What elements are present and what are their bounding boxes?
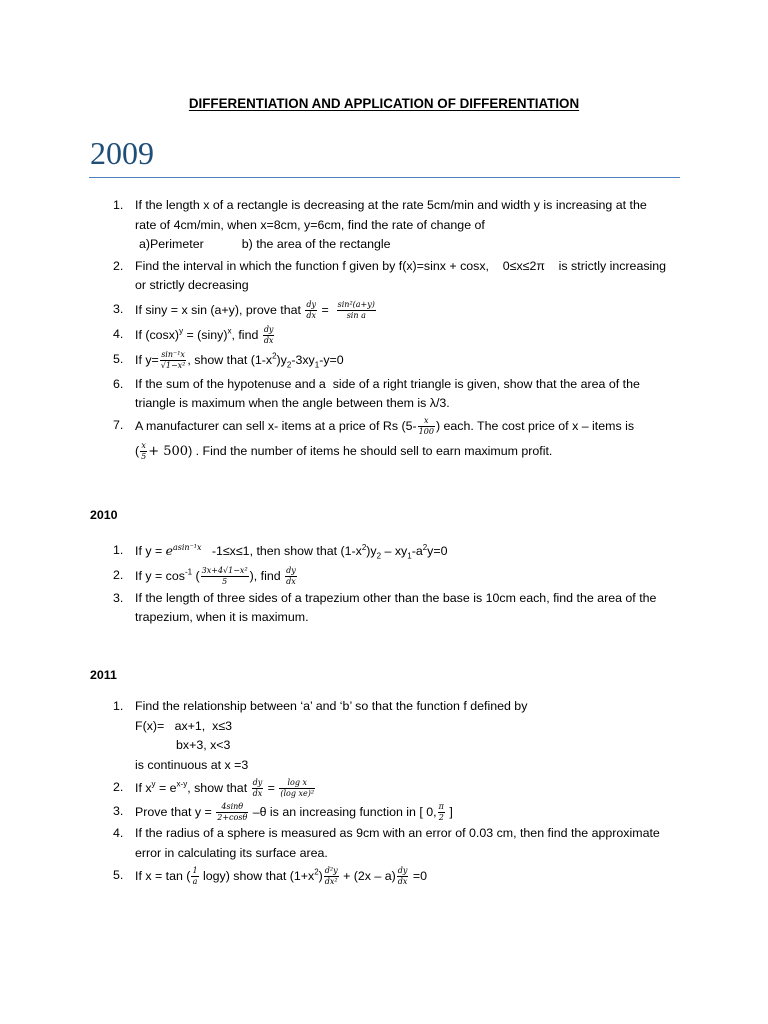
question: 5. If y= $\frac{\text{sin⁻¹x}}{\text{√1−x²}}$ , show that $(1-x^2)y_2-3xy_1-y=0$ <box>113 349 344 370</box>
question: 3. If siny = x sin (a+y), prove that $\frac{dy}{dx}$ = $\frac{\text{sin²(a+y)}}{\text{sin a}}$ <box>113 299 375 320</box>
section-year-2009: 2009 <box>90 135 154 171</box>
question: 1. If the length x of a rectangle is decreasing at the rate 5cm/min and width y is increasing at the rate of 4cm/min, when x=8cm, y=6cm, find the rate of change of a)Perimeter b) the area of the rectangle <box>113 198 647 251</box>
question: 4. If $(\cos x)^y = (\sin y)^x$, find $\frac{dy}{dx}$ <box>113 324 274 345</box>
section-year-2011: 2011 <box>90 668 117 682</box>
question: 2. Find the interval in which the function f given by f(x)=sinx + cosx, 0≤x≤2π is strictly increasing or strictly decreasing <box>113 258 667 292</box>
question-list-2010 <box>0 541 675 628</box>
question: 6. If the sum of the hypotenuse and a side of a right triangle is given, show that the area of the triangle is maximum when the angle between them is λ/3. <box>113 376 640 410</box>
question: 3. Prove that y = $\frac{4\sin\theta}{2+\cos\theta}$ –θ is an increasing function in [ 0, $\frac{\pi}{2}$ ] <box>113 802 453 822</box>
question: 7. A manufacturer can sell x- items at a price of Rs (5- $\frac{x}{100}$ ) each. The cost price of x – items is ( $\frac{x}{5}$ + 500) . Find the number of items he should sell to earn maximum profit. <box>113 415 635 461</box>
question: 2. If $x^y = e^{x-y}$, show that $\frac{dy}{dx}$ = $\frac{\text{log x}}{\text{(log xe)²}}$ <box>113 778 315 798</box>
question: 4. If the radius of a sphere is measured as 9cm with an error of 0.03 cm, then find the approximate error in calculating its surface area. <box>113 826 660 860</box>
page-title: DIFFERENTIATION AND APPLICATION OF DIFFERENTIATION <box>188 96 580 111</box>
question: 5. If x = tan ( $\frac{1}{a}$ logy) show that $(1+x^2)$ $\frac{\text{d²y}}{\text{dx²}}$ + (2x – a) $\frac{dy}{dx}$ =0 <box>113 866 428 886</box>
question-list-2011 <box>0 697 675 887</box>
question: 1. If $y = e^{asin^{-1}x}$ -1≤x≤1, then show that $(1-x^2)y_2 - xy_1-a^2y=0$ <box>113 542 448 561</box>
question: 1. Find the relationship between ‘a’ and ‘b’ so that the function f defined by F(x)= ax+1, x≤3 bx+3, x<3 is continuous at x =3 <box>113 699 528 772</box>
heading-rule <box>89 177 680 178</box>
section-year-2010: 2010 <box>90 508 118 522</box>
question-list-2009 <box>0 196 675 462</box>
question: 3. If the length of three sides of a trapezium other than the base is 10cm each, find the area of the trapezium, when it is maximum. <box>113 590 657 624</box>
question: 2. If $y = \cos^{-1}$ ( $\frac{\text{3x+4√1−x²}}{5}$ ), find $\frac{dy}{dx}$ <box>113 565 296 586</box>
